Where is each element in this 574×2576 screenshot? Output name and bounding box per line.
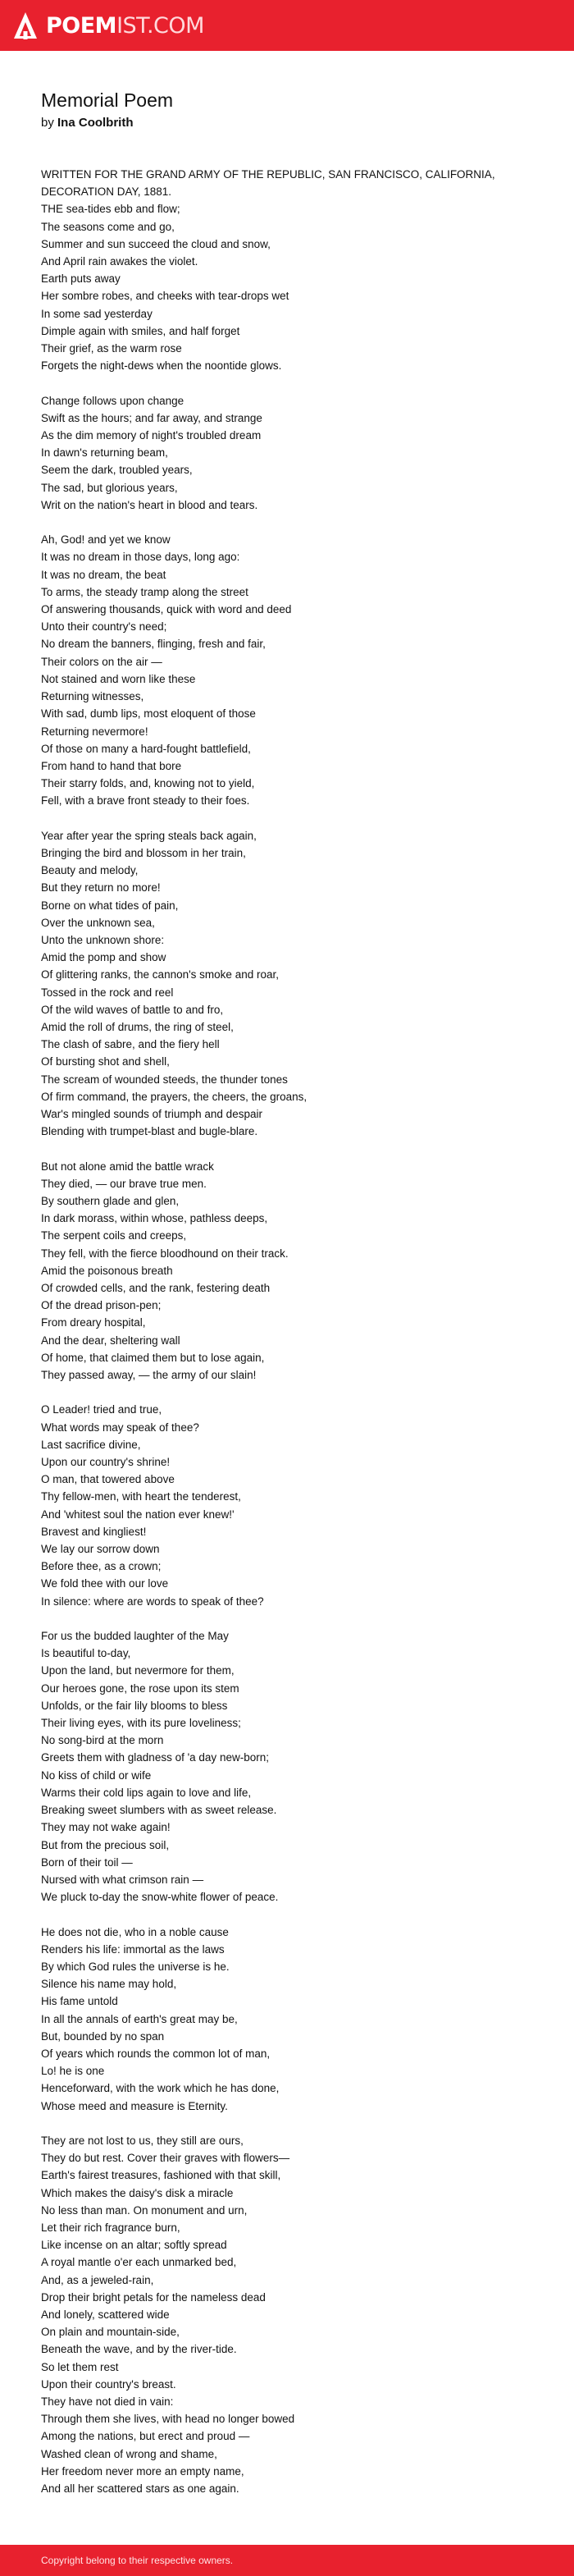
site-footer xyxy=(0,2545,574,2576)
copyright-text: Copyright belong to their respective owners. xyxy=(41,2555,234,2566)
logo-text-light: IST.COM xyxy=(116,12,204,39)
logo-text-bold: POEM xyxy=(46,12,117,39)
poem-body: WRITTEN FOR THE GRAND ARMY OF THE REPUBLIC, SAN FRANCISCO, CALIFORNIA, DECORATION DAY, 1881. THE sea-tides ebb and flow; The seasons come and go, Summer and sun succeed the cloud and snow, And April rain awakes the violet. Earth puts away Her sombre robes, and cheeks with tear-drops wet In some sad yesterday Dimple again with smiles, and half forget Their grief, as the warm rose Forgets the night-dews when the noontide glows. Change follows upon change Swift as the hours; and far away, and strange As the dim memory of night's troubled dream In dawn's returning beam, Seem the dark, troubled years, The sad, but glorious years, Writ on the nation's heart in blood and tears. Ah, God! and yet we know It was no dream in those days, long ago: It was no dream, the beat To arms, the steady tramp along the street Of answering thousands, quick with word and deed Unto their country's need; No dream the banners, flinging, fresh and fair, Their colors on the air — Not stained and worn like these Returning witnesses, With sad, dumb lips, most eloquent of those Returning nevermore! Of those on many a hard-fought battlefield, From hand to hand that bore Their starry folds, and, knowing not to yield, Fell, with a brave front steady to their foes. Year after year the spring steals back again, Bringing the bird and blossom in her train, Beauty and melody, But they return no more! Borne on what tides of pain, Over the unknown sea, Unto the unknown shore: Amid the pomp and show Of glittering ranks, the cannon's smoke and roar, Tossed in the rock and reel Of the wild waves of battle to and fro, Amid the roll of drums, the ring of steel, The clash of sabre, and the fiery hell Of bursting shot and shell, The scream of wounded steeds, the thunder tones Of firm command, the prayers, the cheers, the groans, War's mingled sounds of triumph and despair Blending with trumpet-blast and bugle-blare. But not alone amid the battle wrack They died, — our brave true men. By southern glade and glen, In dark morass, within whose, pathless deeps, The serpent coils and creeps, They fell, with the fierce bloodhound on their track. Amid the poisonous breath Of crowded cells, and the rank, festering death Of the dread prison-pen; From dreary hospital, And the dear, sheltering wall Of home, that claimed them but to lose again, They passed away, — the army of our slain! O Leader! tried and true, What words may speak of thee? Last sacrifice divine, Upon our country's shrine! O man, that towered above Thy fellow-men, with heart the tenderest, And 'whitest soul the nation ever knew!' Bravest and kingliest! We lay our sorrow down Before thee, as a crown; We fold thee with our love In silence: where are words to speak of thee? For us the budded laughter of the May Is beautiful to-day, Upon the land, but nevermore for them, Our heroes gone, the rose upon its stem Unfolds, or the fair lily blooms to bless Their living eyes, with its pure loveliness; No song-bird at the morn Greets them with gladness of 'a day new-born; No kiss of child or wife Warms their cold lips again to love and life, Breaking sweet slumbers with as sweet release. They may not wake again! But from the precious soil, Born of their toil — Nursed with what crimson rain — We pluck to-day the snow-white flower of peace. He does not die, who in a noble cause Renders his life: immortal as the laws By which God rules the universe is he. Silence his name may hold, His fame untold In all the annals of earth's great may be, But, bounded by no span Of years which rounds the common lot of man, Lo! he is one Henceforward, with the work which he has done, Whose meed and measure is Eternity. They are not lost to us, they still are ours, They do but rest. Cover their graves with flowers— Earth's fairest treasures, fashioned with that skill, Which makes the daisy's disk a miracle No less than man. On monument and urn, Let their rich fragrance burn, Like incense on an altar; softly spread A royal mantle o'er each unmarked bed, And, as a jeweled-rain, Drop their bright petals for the nameless dead And lonely, scattered wide On plain and mountain-side, Beneath the wave, and by the river-tide. So let them rest Upon their country's breast. They have not died in vain: Through them she lives, with head no longer bowed Among the nations, but erect and proud — Washed clean of wrong and shame, Her freedom never more an empty name, And all her scattered stars as one again. xyxy=(41,168,495,2496)
author-link[interactable]: Ina Coolbrith xyxy=(57,116,134,130)
site-header xyxy=(0,0,574,51)
site-logo-text xyxy=(46,12,204,39)
poemist-logo-icon xyxy=(13,11,38,39)
poem-byline xyxy=(41,115,533,131)
poem-content xyxy=(41,89,533,2497)
poem-title: Memorial Poem xyxy=(41,89,174,111)
site-logo-link[interactable] xyxy=(13,11,204,39)
byline-prefix: by xyxy=(41,116,58,130)
